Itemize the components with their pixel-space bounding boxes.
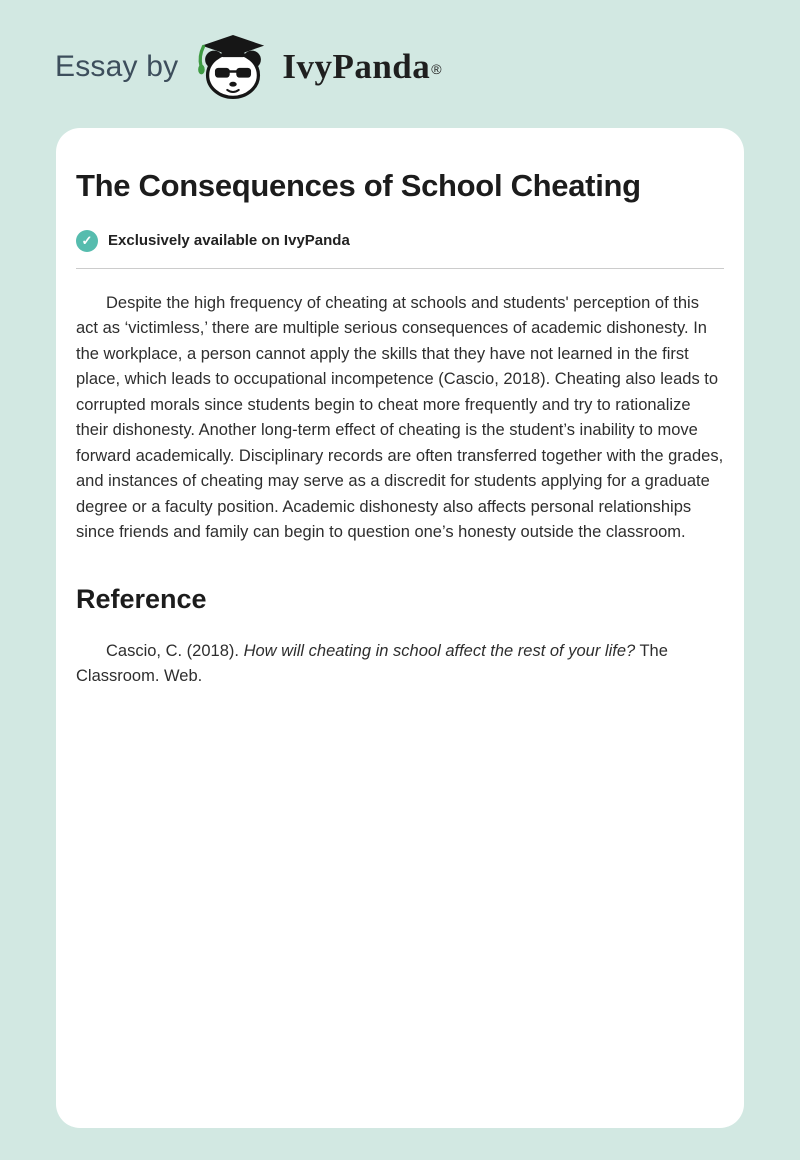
reference-suffix: The Classroom. Web. <box>76 641 668 686</box>
essay-paragraph: Despite the high frequency of cheating at schools and students' perception of this act as ‘victimless,’ there are multiple serious consequences of academic dishonesty. In the workplace, a person cannot apply the skills that they have not learned in the first place, which leads to occupational incompetence (Cascio, 2018). Cheating also leads to corrupted morals since students begin to cheat more frequently and try to rationalize their dishonesty. Another long-term effect of cheating is the student’s inability to move forward academically. Disciplinary records are often transferred together with the grades, and instances of cheating may serve as a discredit for students applying for a graduate degree or a faculty position. Academic dishonesty also affects personal relationships since friends and family can begin to question one’s honesty outside the classroom. <box>76 293 724 542</box>
site-header <box>0 0 800 104</box>
reference-heading: Reference <box>76 583 207 614</box>
brand-wordmark: IvyPanda <box>282 47 431 86</box>
registered-mark: ® <box>431 61 442 77</box>
panda-logo-icon <box>192 33 282 101</box>
reference-title-italic: How will cheating in school affect the rest of your life? <box>243 641 636 660</box>
ivypanda-logo-link[interactable] <box>192 33 441 101</box>
reference-entry <box>76 639 724 690</box>
essay-card <box>56 128 744 1128</box>
badge-label: Exclusively available on IvyPanda <box>108 232 350 250</box>
reference-prefix: Cascio, C. (2018). <box>106 641 244 660</box>
check-icon: ✓ <box>76 230 98 252</box>
page-title: The Consequences of School Cheating <box>76 168 641 203</box>
divider <box>76 268 724 269</box>
availability-badge <box>76 230 724 252</box>
essay-by-text: Essay by <box>55 50 179 83</box>
